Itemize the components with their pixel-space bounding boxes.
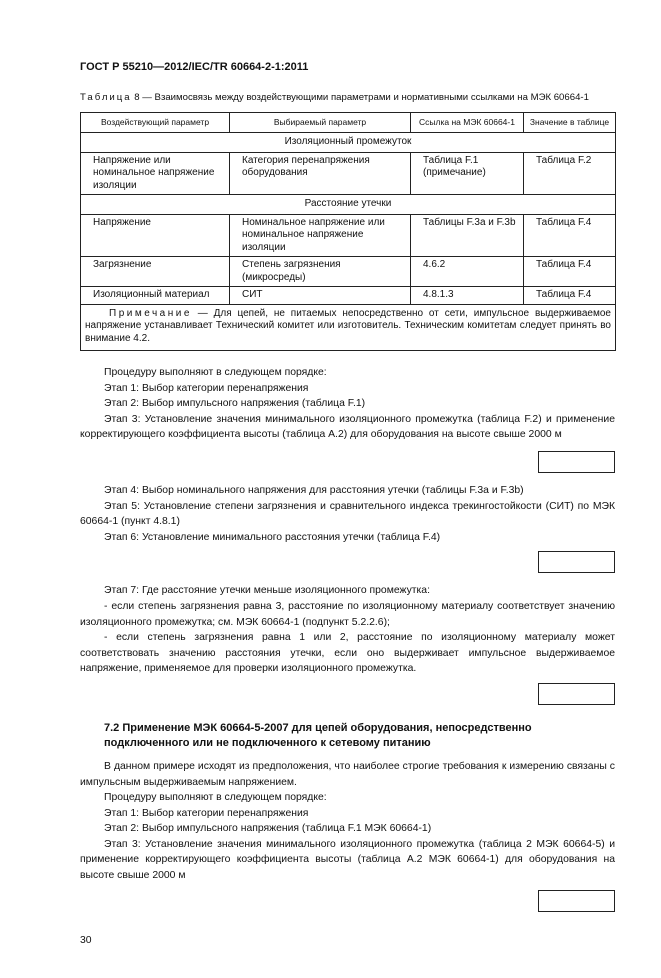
paragraph: Этап 1: Выбор категории перенапряжения <box>104 382 309 394</box>
table-row <box>81 287 616 305</box>
table-cell: Таблица F.4 <box>524 214 616 257</box>
table-cell: 4.8.1.3 <box>411 287 524 305</box>
table-cell: Таблица F.4 <box>524 257 616 287</box>
table-cell: Изоляционный материал <box>81 287 230 305</box>
column-header: Значение в таблице <box>524 113 616 133</box>
table-cell: Категория перенапряжения оборудования <box>230 152 411 195</box>
table-cell: Напряжение или номинальное напряжение изоляции <box>81 152 230 195</box>
column-header: Выбираемый параметр <box>230 113 411 133</box>
paragraph: В данном примере исходят из предположения, что наиболее строгие требования к измерению связаны с импульсным выдерживаемым напряжением. <box>80 760 615 788</box>
table-row <box>81 152 616 195</box>
table-section: Расстояние утечки <box>81 195 616 215</box>
note-text: — Для цепей, не питаемых непосредственно от сети, импульсное выдерживаемое напряжение устанавливает Технический комитет или изготовитель. Техническим комитетам следует принять во внимание 4.2. <box>85 307 611 344</box>
table-row <box>81 214 616 257</box>
table-cell: Таблица F.1 (примечание) <box>411 152 524 195</box>
caption-text: 8 — Взаимосвязь между воздействующими параметрами и нормативными ссылками на МЭК 60664-1 <box>131 92 589 103</box>
procedure-block-1 <box>80 365 615 443</box>
column-header: Воздействующий параметр <box>81 113 230 133</box>
column-header: Ссылка на МЭК 60664-1 <box>411 113 524 133</box>
paragraph: Процедуру выполняют в следующем порядке: <box>104 792 327 804</box>
paragraph: Этап 6: Установление минимального расстояния утечки (таблица F.4) <box>104 531 441 543</box>
table-cell: 4.6.2 <box>411 257 524 287</box>
paragraph: Этап 1: Выбор категории перенапряжения <box>104 807 309 819</box>
table-note <box>81 304 616 351</box>
table-cell: Степень загрязнения (микросреды) <box>230 257 411 287</box>
table-header-row <box>81 113 616 133</box>
table-cell: Напряжение <box>81 214 230 257</box>
parameters-table <box>80 112 616 351</box>
table-cell: Таблица F.4 <box>524 287 616 305</box>
table-cell: Таблицы F.3a и F.3b <box>411 214 524 257</box>
empty-box <box>538 451 615 473</box>
paragraph: Этап 5: Установление степени загрязнения и сравнительного индекса трекингостойкости (СИТ) по МЭК 60664-1 (пункт 4.8.1) <box>80 500 615 528</box>
paragraph: Этап 2: Выбор импульсного напряжения (таблица F.1 МЭК 60664-1) <box>104 823 432 835</box>
empty-box <box>538 890 615 912</box>
caption-label: Таблица <box>80 92 132 103</box>
procedure-block-2 <box>80 483 615 545</box>
table-cell: Номинальное напряжение или номинальное напряжение изоляции <box>230 214 411 257</box>
paragraph: - если степень загрязнения равна 3, расстояние по изоляционному материалу соответствует значению изоляционного промежутка; см. МЭК 60664-1 (подпункт 5.2.2.6); <box>80 600 615 628</box>
table-cell: СИТ <box>230 287 411 305</box>
paragraph: Этап 7: Где расстояние утечки меньше изоляционного промежутка: <box>104 585 430 597</box>
paragraph: Этап 3: Установление значения минимального изоляционного промежутка (таблица 2 МЭК 60664-5) и применение корректирующего коэффициента высоты (таблица А.2 МЭК 60664-1) для оборудования на высоте свыше 2000 м <box>80 838 615 882</box>
table-cell: Загрязнение <box>81 257 230 287</box>
empty-box <box>538 551 615 573</box>
page-number: 30 <box>80 934 92 946</box>
table-caption <box>80 91 615 104</box>
paragraph: Этап 3: Установление значения минимального изоляционного промежутка (таблица F.2) и применение корректирующего коэффициента высоты (таблица А.2) для оборудования на высоте свыше 2000 м <box>80 413 615 441</box>
table-cell: Таблица F.2 <box>524 152 616 195</box>
procedure-block-3 <box>80 583 615 677</box>
section-heading: 7.2 Применение МЭК 60664-5-2007 для цепей оборудования, непосредственно подключенного или не подключенного к сетевому питанию <box>104 721 532 749</box>
document-header: ГОСТ Р 55210—2012/IEC/TR 60664-2-1:2011 <box>80 61 309 73</box>
paragraph: Этап 4: Выбор номинального напряжения для расстояния утечки (таблицы F.3a и F.3b) <box>104 484 524 496</box>
paragraph: - если степень загрязнения равна 1 или 2, расстояние по изоляционному материалу может соответствовать значению расстояния утечки, если оно выдерживает импульсное выдерживаемое напряжение, применяемое для проверки изоляционного промежутка. <box>80 632 615 675</box>
procedure-block-4 <box>80 759 615 884</box>
table-row <box>81 257 616 287</box>
note-label: Примечание <box>109 307 192 319</box>
table-section: Изоляционный промежуток <box>81 133 616 153</box>
paragraph: Процедуру выполняют в следующем порядке: <box>104 367 327 378</box>
paragraph: Этап 2: Выбор импульсного напряжения (таблица F.1) <box>104 398 366 410</box>
empty-box <box>538 683 615 705</box>
